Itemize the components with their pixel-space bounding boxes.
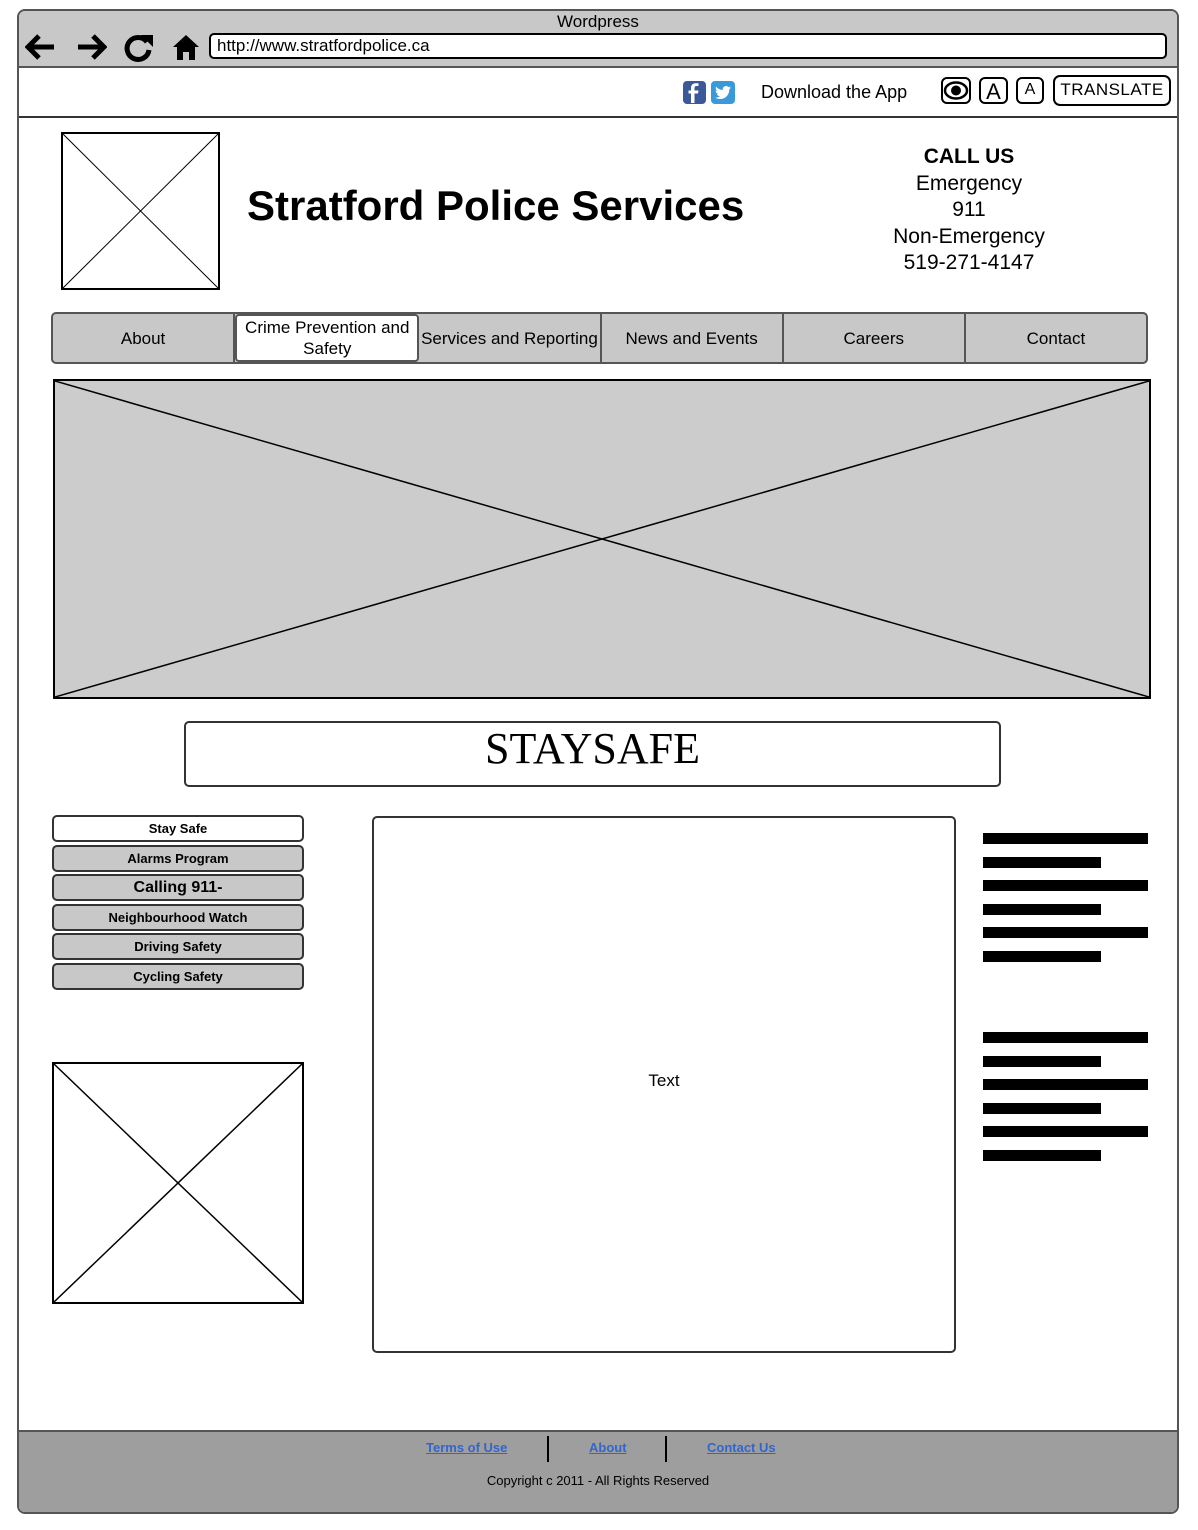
home-icon[interactable] <box>171 33 203 61</box>
non-emergency-number[interactable]: 519-271-4147 <box>903 251 1035 274</box>
nav-careers[interactable]: Careers <box>784 314 966 362</box>
footer-divider <box>665 1436 667 1462</box>
call-us-heading: CALL US <box>923 145 1015 168</box>
content-text: Text <box>648 1071 680 1090</box>
accessibility-eye-button[interactable] <box>941 77 971 104</box>
footer-link-about[interactable]: About <box>589 1440 627 1455</box>
nav-services-reporting[interactable]: Services and Reporting <box>419 314 601 362</box>
text-line <box>983 927 1148 938</box>
main-navigation <box>51 312 1148 364</box>
footer-link-terms[interactable]: Terms of Use <box>426 1440 508 1455</box>
nav-news-events[interactable]: News and Events <box>602 314 784 362</box>
side-image-placeholder <box>52 1062 304 1304</box>
call-us-block <box>859 144 1079 277</box>
content-area <box>372 816 956 1353</box>
side-menu <box>52 815 304 992</box>
emergency-number[interactable]: 911 <box>952 198 986 221</box>
side-item-calling-911[interactable]: Calling 911- <box>52 874 304 901</box>
side-item-alarms-program[interactable]: Alarms Program <box>52 845 304 872</box>
back-arrow-icon[interactable] <box>25 33 57 61</box>
text-line <box>983 1032 1148 1043</box>
text-line <box>983 1056 1101 1067</box>
non-emergency-label: Non-Emergency <box>893 224 1045 248</box>
text-line <box>983 1103 1101 1114</box>
side-item-driving-safety[interactable]: Driving Safety <box>52 933 304 960</box>
download-app-link[interactable]: Download the App <box>761 82 908 102</box>
address-bar[interactable]: http://www.stratfordpolice.ca <box>209 33 1167 59</box>
nav-about[interactable]: About <box>53 314 235 362</box>
window-title: Wordpress <box>557 12 639 31</box>
emergency-label: Emergency <box>915 171 1023 195</box>
hero-image-placeholder <box>53 379 1151 699</box>
text-line <box>983 1079 1148 1090</box>
reload-icon[interactable] <box>122 33 154 61</box>
twitter-icon[interactable] <box>711 81 735 104</box>
side-item-neighbourhood-watch[interactable]: Neighbourhood Watch <box>52 904 304 931</box>
footer <box>19 1430 1177 1514</box>
text-line <box>983 1150 1101 1161</box>
forward-arrow-icon[interactable] <box>75 33 107 61</box>
browser-toolbar <box>19 11 1177 68</box>
eye-icon <box>943 79 969 102</box>
facebook-icon[interactable] <box>683 81 706 104</box>
text-line <box>983 833 1148 844</box>
footer-divider <box>547 1436 549 1462</box>
side-item-stay-safe[interactable]: Stay Safe <box>52 815 304 842</box>
footer-link-contact[interactable]: Contact Us <box>707 1440 776 1455</box>
translate-button[interactable]: TRANSLATE <box>1053 75 1171 106</box>
text-line <box>983 857 1101 868</box>
utility-bar <box>19 68 1177 118</box>
page-heading: STAYSAFE <box>184 721 1001 787</box>
nav-crime-prevention[interactable]: Crime Prevention and Safety <box>235 314 419 362</box>
copyright-text: Copyright c 2011 - All Rights Reserved <box>486 1473 710 1488</box>
logo-placeholder[interactable] <box>61 132 220 290</box>
site-title: Stratford Police Services <box>247 182 745 229</box>
text-line <box>983 951 1101 962</box>
font-size-small-button[interactable]: A <box>1016 77 1044 104</box>
side-item-cycling-safety[interactable]: Cycling Safety <box>52 963 304 990</box>
text-line <box>983 1126 1148 1137</box>
font-size-large-button[interactable]: A <box>979 77 1008 104</box>
browser-window <box>17 9 1179 1514</box>
text-line <box>983 880 1148 891</box>
text-line <box>983 904 1101 915</box>
nav-contact[interactable]: Contact <box>1026 328 1086 348</box>
